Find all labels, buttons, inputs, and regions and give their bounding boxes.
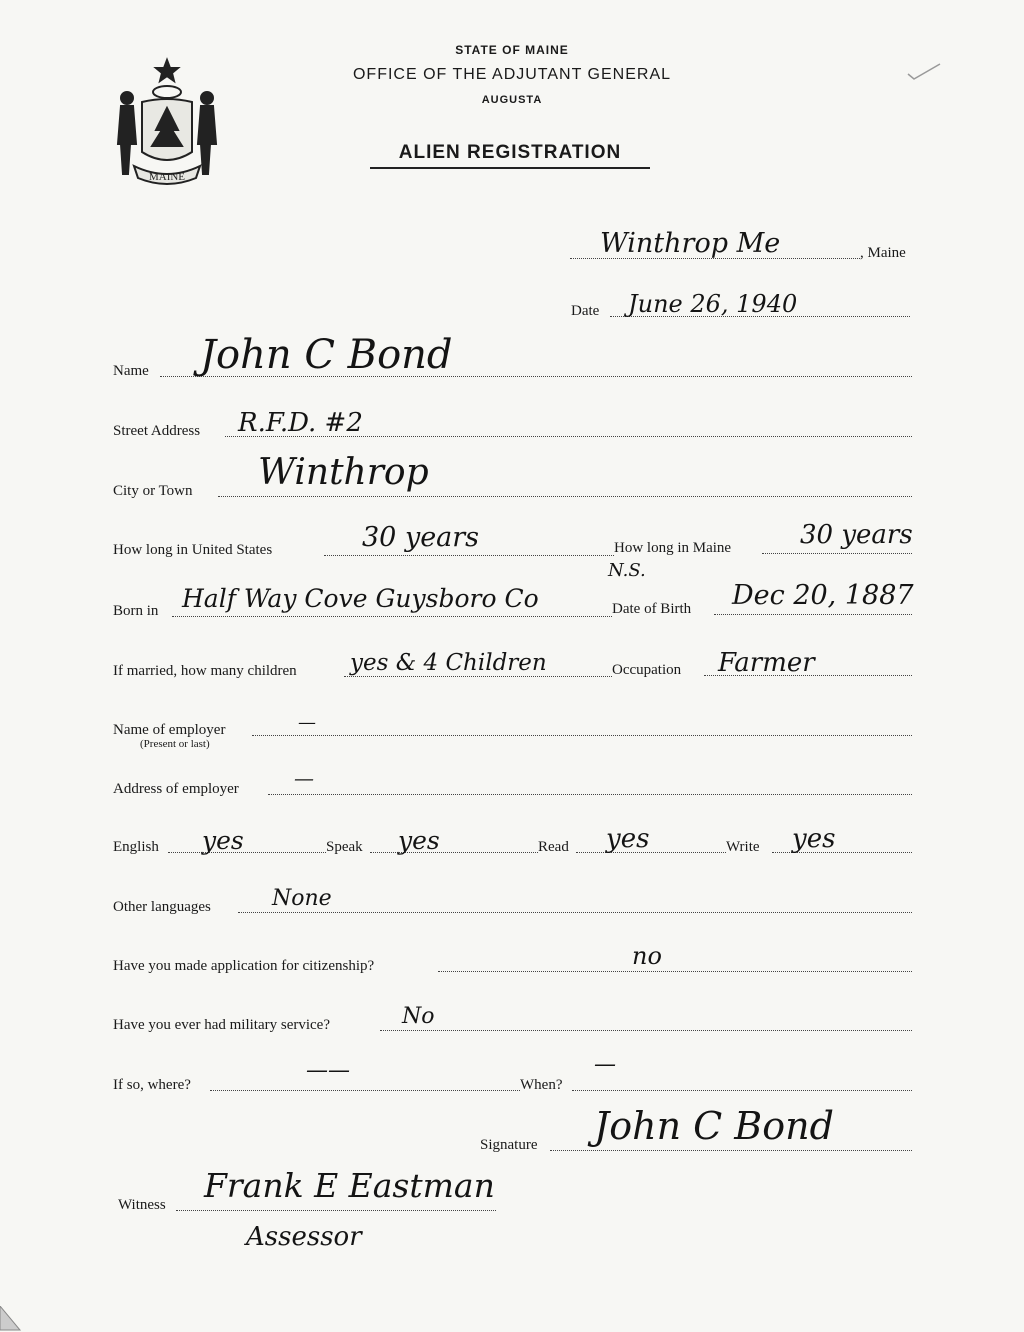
maine-suffix-label: , Maine [860,245,906,261]
signature-label: Signature [480,1137,538,1153]
occupation-label: Occupation [612,662,682,678]
name-entry: John C Bond [200,332,453,378]
speak-entry: yes [398,826,440,855]
english-label: English [113,839,159,855]
signature-entry: John C Bond [594,1104,834,1148]
witness-label: Witness [118,1197,166,1213]
form-title: ALIEN REGISTRATION [398,142,622,163]
employer-address-label: Address of employer [113,781,239,797]
born-in-entry: Half Way Cove Guysboro Co [182,584,539,613]
military-label: Have you ever had military service? [113,1017,330,1033]
employer-entry: — [298,712,316,733]
married-label: If married, how many children [113,663,297,679]
witness-title-entry: Assessor [246,1222,362,1252]
english-entry: yes [202,826,244,855]
born-in-note: N.S. [608,560,646,581]
header-state: STATE OF MAINE [455,43,569,57]
date-entry: June 26, 1940 [628,290,798,318]
city-entry: Winthrop [258,452,429,493]
when-entry: — [594,1052,616,1077]
street-entry: R.F.D. #2 [238,408,363,438]
citizenship-entry: no [632,942,662,970]
state-seal-icon [112,56,222,188]
other-languages-label: Other languages [113,899,211,915]
where-entry: —— [306,1058,350,1083]
other-languages-entry: None [272,886,332,911]
dob-label: Date of Birth [612,601,692,617]
how-long-us-label: How long in United States [113,542,273,558]
employer-address-entry: — [294,766,314,790]
header-city: AUGUSTA [481,94,543,106]
military-entry: No [402,1004,435,1029]
street-label: Street Address [113,423,201,439]
name-label: Name [113,363,149,379]
married-entry: yes & 4 Children [350,650,547,676]
header-office: OFFICE OF THE ADJUTANT GENERAL [352,66,672,83]
write-label: Write [726,839,760,855]
how-long-maine-entry: 30 years [800,520,913,550]
how-long-us-entry: 30 years [362,522,480,553]
read-label: Read [538,839,569,855]
when-label: When? [520,1077,563,1093]
svg-text:MAINE: MAINE [148,171,186,183]
title-underline [370,167,650,169]
employer-label: Name of employer [113,722,226,738]
city-label: City or Town [113,483,193,499]
occupation-entry: Farmer [718,648,815,678]
citizenship-label: Have you made application for citizenship? [113,958,375,974]
corner-fold-icon [0,1306,22,1332]
how-long-maine-label: How long in Maine [614,540,732,556]
check-mark-icon [906,62,942,82]
date-label: Date [571,303,600,319]
read-entry: yes [606,824,650,854]
employer-note: (Present or last) [140,738,210,750]
where-label: If so, where? [113,1077,191,1093]
speak-label: Speak [326,839,363,855]
write-entry: yes [792,824,836,854]
born-in-label: Born in [113,603,159,619]
witness-entry: Frank E Eastman [204,1166,495,1205]
dob-entry: Dec 20, 1887 [732,580,914,611]
town-place-entry: Winthrop Me [600,228,781,259]
